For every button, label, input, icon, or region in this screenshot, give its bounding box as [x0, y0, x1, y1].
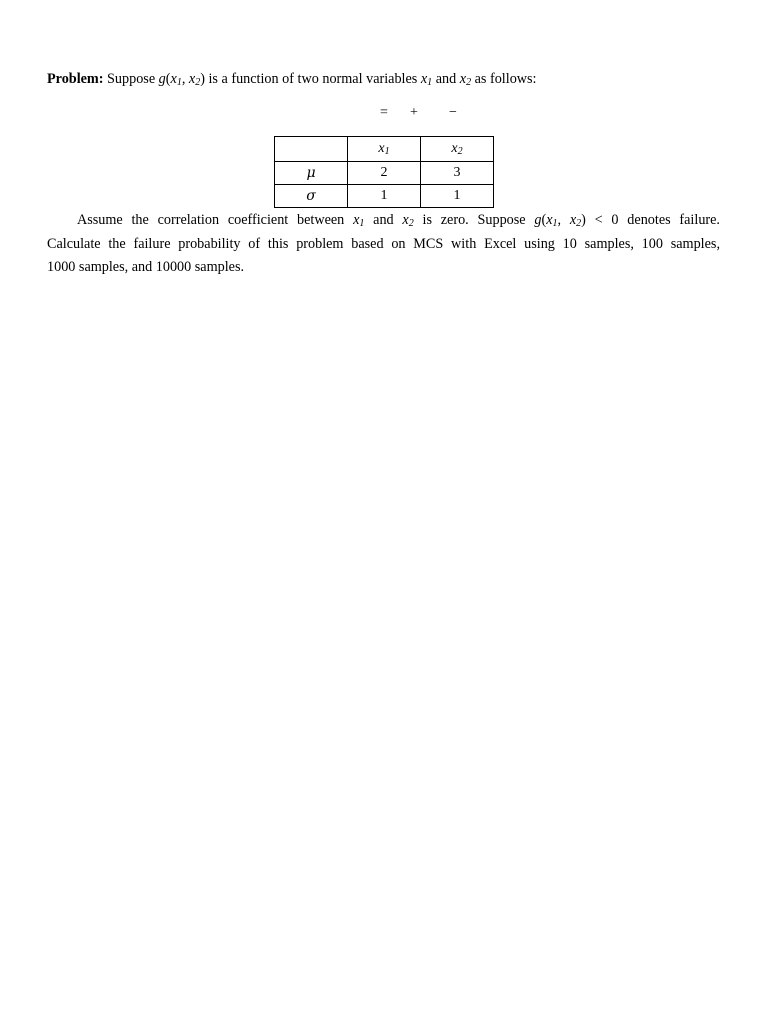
and-text: and: [432, 71, 460, 87]
stddev-symbol: σ: [275, 185, 348, 208]
problem-statement: [47, 70, 727, 88]
equation: [0, 104, 768, 122]
stddev-x2-value: 1: [421, 185, 494, 208]
variable-x1: $x_1$: [170, 71, 182, 88]
equals-sign: =: [380, 105, 388, 120]
paren-open: (: [165, 71, 171, 87]
problem-label: Problem:: [47, 71, 104, 87]
minus-sign: −: [449, 105, 457, 120]
comma: ,: [181, 71, 189, 87]
variable-x2-ref: $x_2$: [459, 71, 472, 88]
variable-x1-ref: $x_1$: [420, 71, 433, 88]
variable-x2: $x_2$: [188, 71, 201, 88]
table-corner-cell: [275, 137, 348, 162]
problem-description: ) is a function of two normal variables: [200, 71, 421, 87]
problem-intro-text: Suppose: [103, 71, 159, 87]
paragraph-line-1: Assume the correlation coefficient between $x_1$ and $x_2$ is zero. Suppose $g(x_1$, $x_2) < 0$ denotes failure.: [77, 212, 720, 229]
table-row-stddev: [275, 185, 494, 208]
as-follows-text: as follows:: [471, 71, 537, 87]
table-header-x1: $x_1$: [348, 137, 421, 162]
plus-sign: +: [410, 105, 418, 120]
paragraph-line-2: Calculate the failure probability of this problem based on MCS with Excel using 10 samples, 100 samples,: [47, 235, 720, 252]
assumption-paragraph: [47, 209, 720, 280]
mean-symbol: μ: [275, 162, 348, 185]
table-row-mean: [275, 162, 494, 185]
table-header-row: [275, 137, 494, 162]
mean-x1-value: 2: [348, 162, 421, 185]
table-header-x2: $x_2$: [421, 137, 494, 162]
stddev-x1-value: 1: [348, 185, 421, 208]
mean-x2-value: 3: [421, 162, 494, 185]
function-symbol-g: g: [158, 71, 166, 87]
parameter-table: [274, 136, 494, 208]
paragraph-line-3: 1000 samples, and 10000 samples.: [47, 259, 245, 275]
